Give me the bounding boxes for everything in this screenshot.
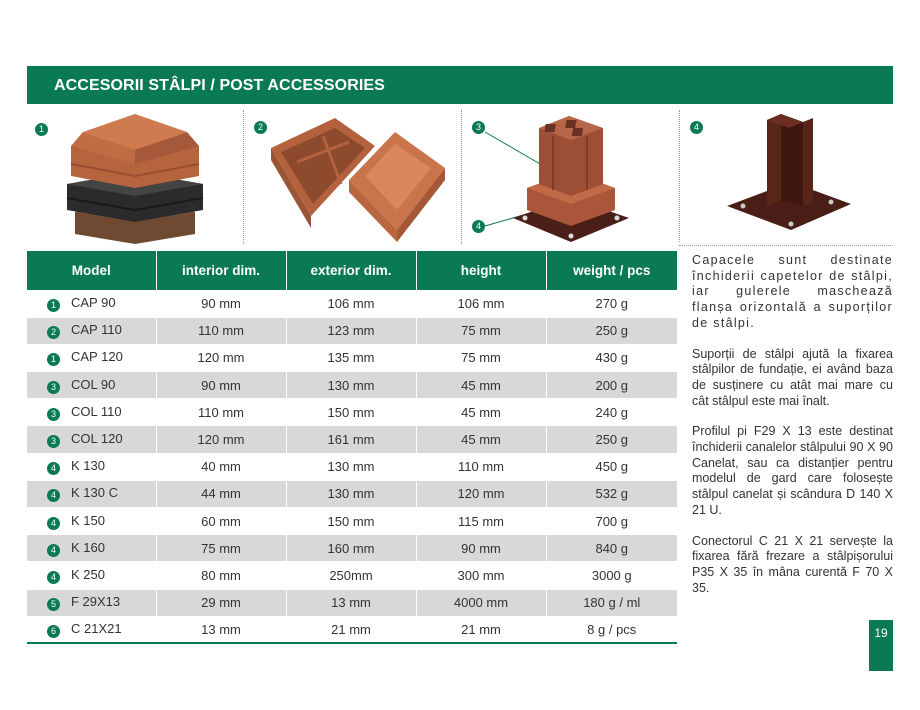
photo-divider — [679, 110, 680, 242]
description-paragraph: Conectorul C 21 X 21 servește la fixarea fără frezare a stâlpișorului P35 X 35 în mâna curentă F 70 X 35. — [692, 533, 893, 595]
model-cell — [27, 535, 156, 562]
height-cell: 45 mm — [416, 426, 546, 453]
model-marker: 2 — [47, 326, 60, 339]
photo-divider — [679, 245, 893, 246]
height-cell: 120 mm — [416, 480, 546, 507]
weight-cell: 240 g — [546, 399, 677, 426]
product-photos — [27, 106, 893, 246]
table-row — [27, 372, 677, 399]
exterior-cell: 123 mm — [286, 317, 416, 344]
model-name: COL 120 — [71, 431, 123, 447]
model-cell — [27, 426, 156, 453]
stacked-post-caps-photo — [27, 106, 243, 246]
height-cell: 21 mm — [416, 616, 546, 643]
model-cell — [27, 616, 156, 643]
weight-cell: 250 g — [546, 426, 677, 453]
model-name: K 150 — [71, 512, 105, 528]
weight-cell: 250 g — [546, 317, 677, 344]
exterior-cell: 106 mm — [286, 290, 416, 317]
post-collar-on-base-photo — [463, 106, 679, 246]
height-cell: 106 mm — [416, 290, 546, 317]
weight-cell: 8 g / pcs — [546, 616, 677, 643]
section-title: ACCESORII STÂLPI / POST ACCESSORIES — [54, 77, 385, 94]
exterior-cell: 130 mm — [286, 480, 416, 507]
interior-cell: 90 mm — [156, 290, 286, 317]
photo-stacked-caps — [27, 106, 243, 246]
interior-cell: 120 mm — [156, 344, 286, 371]
table-row — [27, 317, 677, 344]
interior-cell: 80 mm — [156, 562, 286, 589]
model-marker: 3 — [47, 381, 60, 394]
model-name: K 160 — [71, 539, 105, 555]
model-marker: 5 — [47, 598, 60, 611]
table-row — [27, 426, 677, 453]
weight-cell: 840 g — [546, 535, 677, 562]
photo-divider — [461, 110, 462, 244]
interior-cell: 120 mm — [156, 426, 286, 453]
model-cell — [27, 508, 156, 535]
photo-marker: 4 — [690, 121, 703, 134]
height-cell: 300 mm — [416, 562, 546, 589]
column-header: Model — [27, 251, 156, 290]
exterior-cell: 150 mm — [286, 508, 416, 535]
model-marker: 4 — [47, 544, 60, 557]
table-row — [27, 508, 677, 535]
exterior-cell: 130 mm — [286, 372, 416, 399]
open-post-cap-photo — [245, 106, 461, 246]
height-cell: 90 mm — [416, 535, 546, 562]
exterior-cell: 130 mm — [286, 453, 416, 480]
model-marker: 4 — [47, 517, 60, 530]
weight-cell: 450 g — [546, 453, 677, 480]
model-cell — [27, 562, 156, 589]
model-name: CAP 120 — [71, 349, 123, 365]
model-cell — [27, 344, 156, 371]
table-row — [27, 562, 677, 589]
interior-cell: 44 mm — [156, 480, 286, 507]
spec-table — [27, 251, 677, 644]
photo-marker: 2 — [254, 121, 267, 134]
model-cell — [27, 453, 156, 480]
exterior-cell: 21 mm — [286, 616, 416, 643]
weight-cell: 270 g — [546, 290, 677, 317]
weight-cell: 532 g — [546, 480, 677, 507]
interior-cell: 29 mm — [156, 589, 286, 616]
page-number — [869, 620, 893, 671]
description-paragraph: Capacele sunt destinate închiderii capetelor de stâlpi, iar gulerele maschează flanșa orizontală a suporților de stâlpi. — [692, 253, 893, 330]
model-name: COL 110 — [71, 403, 122, 419]
section-banner — [27, 66, 893, 104]
exterior-cell: 135 mm — [286, 344, 416, 371]
model-marker: 3 — [47, 408, 60, 421]
interior-cell: 75 mm — [156, 535, 286, 562]
exterior-cell: 13 mm — [286, 589, 416, 616]
model-name: COL 90 — [71, 376, 116, 392]
model-marker: 4 — [47, 462, 60, 475]
model-name: K 130 C — [71, 485, 118, 501]
description-paragraph: Suporții de stâlpi ajută la fixarea stâlpilor de fundație, ei având baza de susținere cu atât mai mare cu cât stâlpul este mai înalt. — [692, 346, 893, 408]
model-name: K 250 — [71, 566, 105, 582]
exterior-cell: 161 mm — [286, 426, 416, 453]
height-cell: 45 mm — [416, 372, 546, 399]
weight-cell: 180 g / ml — [546, 589, 677, 616]
model-cell — [27, 589, 156, 616]
column-header: weight / pcs — [546, 251, 677, 290]
exterior-cell: 160 mm — [286, 535, 416, 562]
model-cell — [27, 317, 156, 344]
model-marker: 4 — [47, 489, 60, 502]
height-cell: 75 mm — [416, 344, 546, 371]
interior-cell: 40 mm — [156, 453, 286, 480]
interior-cell: 90 mm — [156, 372, 286, 399]
table-header-row — [27, 251, 677, 290]
model-marker: 6 — [47, 625, 60, 638]
model-marker: 4 — [47, 571, 60, 584]
table-row — [27, 399, 677, 426]
interior-cell: 110 mm — [156, 399, 286, 426]
interior-cell: 60 mm — [156, 508, 286, 535]
photo-divider — [243, 110, 244, 244]
model-name: CAP 90 — [71, 295, 116, 311]
weight-cell: 3000 g — [546, 562, 677, 589]
table-row — [27, 344, 677, 371]
model-name: K 130 — [71, 458, 105, 474]
table-row — [27, 480, 677, 507]
model-cell — [27, 372, 156, 399]
height-cell: 110 mm — [416, 453, 546, 480]
table-row — [27, 589, 677, 616]
weight-cell: 430 g — [546, 344, 677, 371]
interior-cell: 110 mm — [156, 317, 286, 344]
post-support-bracket-photo — [681, 106, 893, 246]
photo-marker: 3 — [472, 121, 485, 134]
column-header: exterior dim. — [286, 251, 416, 290]
model-name: CAP 110 — [71, 322, 122, 338]
model-cell — [27, 480, 156, 507]
height-cell: 45 mm — [416, 399, 546, 426]
column-header: height — [416, 251, 546, 290]
model-marker: 1 — [47, 299, 60, 312]
model-marker: 1 — [47, 353, 60, 366]
weight-cell: 700 g — [546, 508, 677, 535]
height-cell: 75 mm — [416, 317, 546, 344]
table-row — [27, 453, 677, 480]
weight-cell: 200 g — [546, 372, 677, 399]
description-paragraph: Profilul pi F29 X 13 este destinat închiderii canalelor stâlpului 90 X 90 Canelat, sau ca distanțier pentru modelul de gard care folosește stâlpul canelat și scândura D 140 X 21 U. — [692, 424, 893, 517]
photo-marker: 1 — [35, 123, 48, 136]
photo-support-bracket — [681, 106, 893, 246]
column-header: interior dim. — [156, 251, 286, 290]
model-name: C 21X21 — [71, 621, 122, 637]
model-marker: 3 — [47, 435, 60, 448]
table-row — [27, 616, 677, 643]
height-cell: 4000 mm — [416, 589, 546, 616]
photo-marker: 4 — [472, 220, 485, 233]
exterior-cell: 250mm — [286, 562, 416, 589]
table-row — [27, 535, 677, 562]
model-cell — [27, 399, 156, 426]
page-number-label: 19 — [874, 626, 888, 640]
description — [692, 253, 893, 611]
model-name: F 29X13 — [71, 594, 121, 610]
exterior-cell: 150 mm — [286, 399, 416, 426]
interior-cell: 13 mm — [156, 616, 286, 643]
photo-open-cap — [245, 106, 461, 246]
model-cell — [27, 290, 156, 317]
table-row — [27, 290, 677, 317]
photo-collar-base — [463, 106, 679, 246]
height-cell: 115 mm — [416, 508, 546, 535]
